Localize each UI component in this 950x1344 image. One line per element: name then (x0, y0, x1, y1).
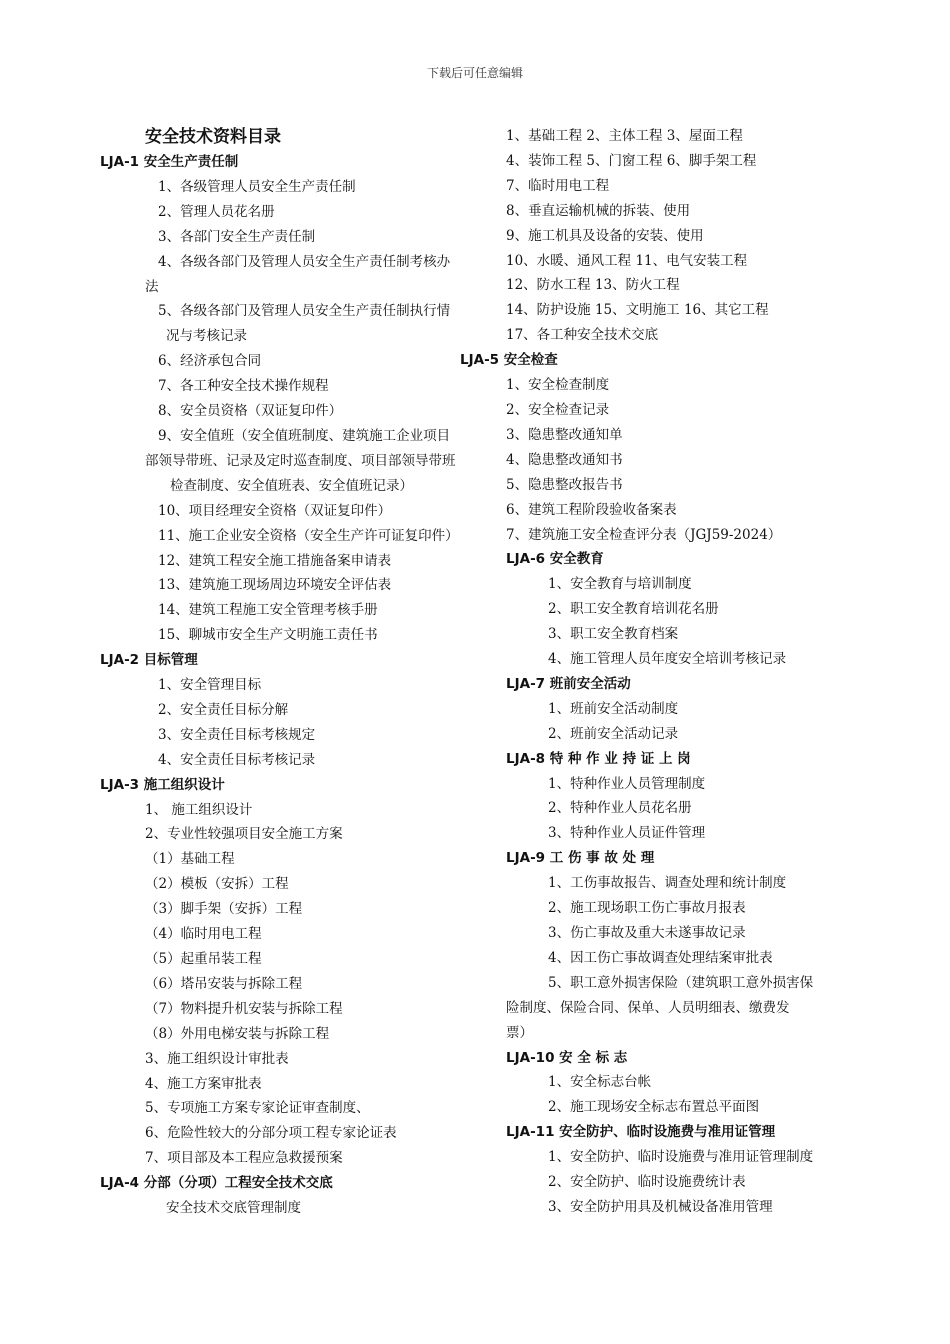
list-item: 3、各部门安全生产责任制 (158, 228, 316, 245)
list-item: 1、各级管理人员安全生产责任制 (158, 178, 356, 195)
list-item: 2、施工现场职工伤亡事故月报表 (548, 900, 746, 917)
list-item: 9、安全值班（安全值班制度、建筑施工企业项目 (158, 427, 451, 444)
list-item: 票） (506, 1024, 533, 1041)
list-item: 8、垂直运输机械的拆装、使用 (506, 202, 691, 219)
list-item: （7）物料提升机安装与拆除工程 (145, 1000, 343, 1017)
list-item: 4、装饰工程 5、门窗工程 6、脚手架工程 (506, 152, 757, 169)
list-item: 1、工伤事故报告、调查处理和统计制度 (548, 875, 787, 892)
list-item: 检查制度、安全值班表、安全值班记录） (170, 477, 413, 494)
list-item: 14、防护设施 15、文明施工 16、其它工程 (506, 302, 769, 319)
list-item: 1、 施工组织设计 (145, 801, 253, 818)
list-item: 1、安全防护、临时设施费与准用证管理制度 (548, 1149, 814, 1166)
list-item: 3、隐患整改通知单 (506, 426, 623, 443)
list-item: 1、特种作业人员管理制度 (548, 775, 706, 792)
list-item: 2、施工现场安全标志布置总平面图 (548, 1099, 760, 1116)
list-item: 8、安全员资格（双证复印件） (158, 403, 343, 420)
list-item: 3、安全防护用具及机械设备准用管理 (548, 1198, 773, 1215)
list-item: 法 (145, 278, 159, 295)
list-item: 6、建筑工程阶段验收备案表 (506, 501, 677, 518)
section-heading: LJA-1 安全生产责任制 (100, 154, 239, 170)
list-item: 12、建筑工程安全施工措施备案申请表 (158, 552, 392, 569)
list-item: 9、施工机具及设备的安装、使用 (506, 227, 704, 244)
list-item: 5、各级各部门及管理人员安全生产责任制执行情 (158, 303, 451, 320)
right-entry-list (460, 124, 850, 1220)
list-item: 11、施工企业安全资格（安全生产许可证复印件） (158, 527, 459, 544)
list-item: 4、因工伤亡事故调查处理结案审批表 (548, 949, 773, 966)
list-item: 3、伤亡事故及重大未遂事故记录 (548, 925, 746, 941)
list-item: 14、建筑工程施工安全管理考核手册 (158, 602, 378, 619)
list-item: 3、特种作业人员证件管理 (548, 825, 706, 842)
list-item: 7、项目部及本工程应急救援预案 (145, 1150, 343, 1167)
list-item: （5）起重吊装工程 (145, 951, 262, 967)
list-item: 2、安全防护、临时设施费统计表 (548, 1174, 746, 1191)
section-heading: LJA-2 目标管理 (100, 652, 198, 669)
list-item: 1、班前安全活动制度 (548, 700, 679, 717)
list-item: 2、班前安全活动记录 (548, 725, 679, 742)
list-item: 12、防水工程 13、防火工程 (506, 277, 680, 294)
list-item: 6、经济承包合同 (158, 353, 262, 370)
list-item: 3、安全责任目标考核规定 (158, 726, 316, 743)
list-item: （6）塔吊安装与拆除工程 (145, 975, 303, 992)
list-item: 1、安全检查制度 (506, 377, 610, 394)
list-item: 4、施工管理人员年度安全培训考核记录 (548, 651, 787, 668)
left-column (100, 124, 480, 1221)
list-item: （8）外用电梯安装与拆除工程 (145, 1025, 330, 1042)
list-item: 6、危险性较大的分部分项工程专家论证表 (145, 1125, 397, 1142)
list-item: 2、职工安全教育培训花名册 (548, 601, 719, 618)
list-item: 7、各工种安全技术操作规程 (158, 378, 329, 395)
list-item: 10、项目经理安全资格（双证复印件） (158, 502, 392, 519)
list-item: 7、建筑施工安全检查评分表（JGJ59-2024） (506, 526, 782, 543)
list-item: 17、各工种安全技术交底 (506, 327, 659, 344)
list-item: 1、安全标志台帐 (548, 1074, 652, 1091)
list-item: 1、安全教育与培训制度 (548, 576, 692, 593)
list-item: 险制度、保险合同、保单、人员明细表、缴费发 (506, 999, 790, 1016)
list-item: （3）脚手架（安拆）工程 (145, 901, 303, 918)
section-heading: LJA-11 安全防护、临时设施费与准用证管理 (506, 1124, 776, 1141)
section-heading: LJA-5 安全检查 (460, 352, 558, 369)
section-heading: LJA-9 工 伤 事 故 处 理 (506, 850, 655, 867)
list-item: 4、隐患整改通知书 (506, 451, 623, 468)
section-heading: LJA-4 分部（分项）工程安全技术交底 (100, 1175, 333, 1192)
list-item: （2）模板（安拆）工程 (145, 876, 289, 893)
right-column (460, 124, 850, 1220)
list-item: 4、安全责任目标考核记录 (158, 751, 316, 768)
list-item: 2、管理人员花名册 (158, 203, 275, 220)
section-heading: LJA-3 施工组织设计 (100, 776, 225, 793)
list-item: 5、专项施工方案专家论证审查制度、 (145, 1100, 370, 1117)
list-item: 况与考核记录 (166, 328, 247, 345)
list-item: 15、聊城市安全生产文明施工责任书 (158, 627, 378, 644)
list-item: 1、基础工程 2、主体工程 3、屋面工程 (506, 128, 743, 144)
list-item: 4、施工方案审批表 (145, 1075, 262, 1092)
section-heading: LJA-10 安 全 标 志 (506, 1049, 628, 1066)
list-item: 3、施工组织设计审批表 (145, 1050, 289, 1067)
list-item: 2、专业性较强项目安全施工方案 (145, 826, 343, 843)
section-heading: LJA-7 班前安全活动 (506, 675, 631, 692)
list-item: （1）基础工程 (145, 851, 235, 868)
list-item: 2、安全责任目标分解 (158, 701, 289, 718)
list-item: 1、安全管理目标 (158, 677, 262, 694)
list-item: 2、特种作业人员花名册 (548, 800, 692, 817)
list-item: 4、各级各部门及管理人员安全生产责任制考核办 (158, 253, 451, 270)
list-item: 5、职工意外损害保险（建筑职工意外损害保 (548, 974, 814, 991)
list-item: 部领导带班、记录及定时巡查制度、项目部领导带班 (145, 452, 456, 469)
section-heading: LJA-8 特 种 作 业 持 证 上 岗 (506, 750, 691, 767)
list-item: 7、临时用电工程 (506, 177, 610, 194)
list-item: 3、职工安全教育档案 (548, 626, 679, 643)
list-item: 10、水暖、通风工程 11、电气安装工程 (506, 252, 748, 269)
document-title: 安全技术资料目录 (145, 127, 281, 147)
page-header: 下载后可任意编辑 (426, 66, 523, 80)
list-item: （4）临时用电工程 (145, 926, 262, 943)
left-entry-list (100, 150, 480, 1221)
list-item: 安全技术交底管理制度 (166, 1200, 301, 1217)
list-item: 5、隐患整改报告书 (506, 476, 623, 493)
list-item: 2、安全检查记录 (506, 401, 610, 418)
list-item: 13、建筑施工现场周边环境安全评估表 (158, 577, 392, 594)
section-heading: LJA-6 安全教育 (506, 551, 604, 568)
